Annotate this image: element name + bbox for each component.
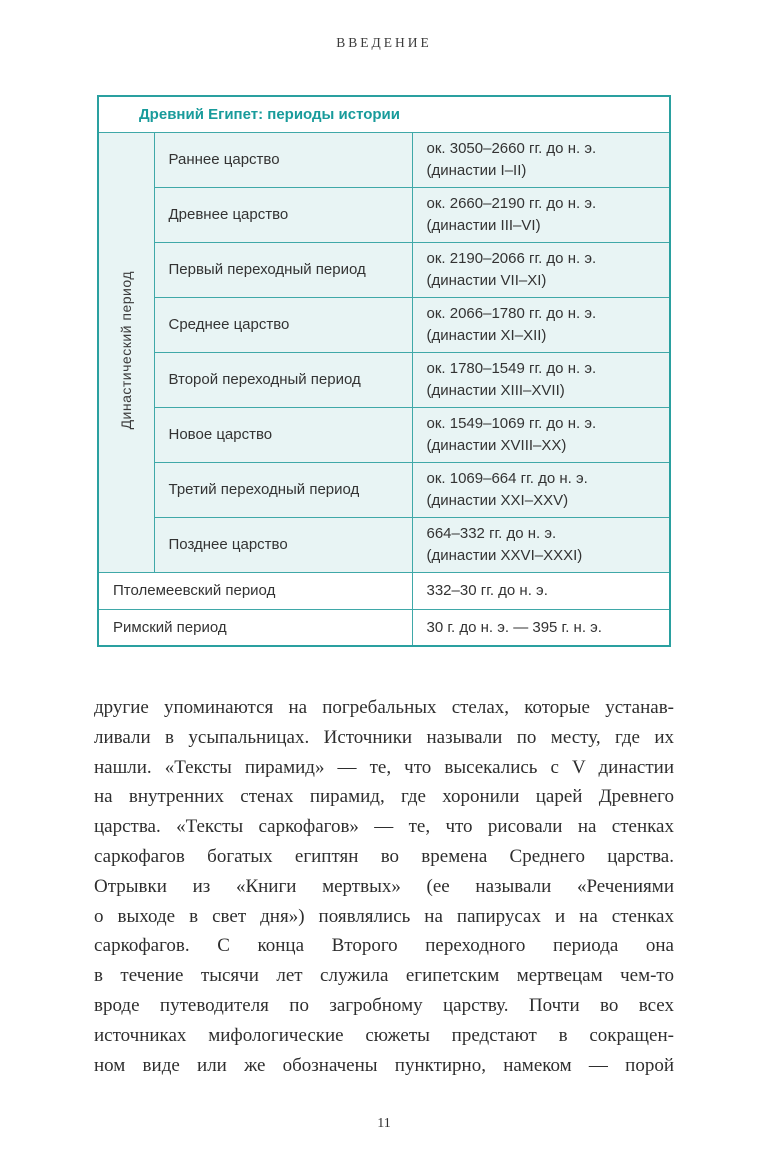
table-title-row	[98, 96, 670, 132]
text-line: саркофагов. С конца Второго переходного периода она	[94, 935, 674, 957]
running-head: ВВЕДЕНИЕ	[336, 35, 432, 50]
period-dates	[412, 462, 670, 517]
body-paragraph	[94, 693, 674, 1080]
text-line: ном виде или же обозначены пунктирно, намеком — порой	[94, 1054, 674, 1076]
dates-line: ок. 1780–1549 гг. до н. э.	[426, 359, 597, 377]
text-line: Отрывки из «Книги мертвых» (ее называли «Речениями	[94, 875, 674, 897]
period-dates	[412, 187, 670, 242]
dates-line: ок. 2066–1780 гг. до н. э.	[426, 304, 597, 322]
dates-line: ок. 1549–1069 гг. до н. э.	[426, 414, 597, 432]
period-dates	[412, 132, 670, 187]
table-row	[98, 517, 670, 572]
dates-line: ок. 2190–2066 гг. до н. э.	[426, 249, 597, 267]
row-group-label: Династический период	[118, 270, 135, 430]
table-row	[98, 187, 670, 242]
period-name: Древнее царство	[154, 187, 412, 242]
period-dates	[412, 297, 670, 352]
dynasties-line: (династии XXVI–XXXI)	[426, 546, 583, 564]
period-dates	[412, 352, 670, 407]
period-name: Раннее царство	[154, 132, 412, 187]
table-row	[98, 609, 670, 646]
period-name: Позднее царство	[154, 517, 412, 572]
period-dates	[412, 407, 670, 462]
text-line: о выходе в свет дня») появлялись на папирусах и на стенках	[94, 905, 674, 927]
dates-line: 664–332 гг. до н. э.	[426, 524, 557, 542]
period-name: Среднее царство	[154, 297, 412, 352]
text-line: другие упоминаются на погребальных стелах, которые устанав-	[94, 697, 674, 718]
text-line: источниках мифологические сюжеты предстают в сокращен-	[94, 1024, 674, 1046]
dynasties-line: (династии XVIII–XX)	[426, 436, 567, 454]
dynasties-line: (династии XI–XII)	[426, 326, 547, 344]
text-line: в течение тысячи лет служила египетским мертвецам чем-то	[94, 965, 674, 987]
text-line: нашли. «Тексты пирамид» — те, что высекались с V династии	[94, 756, 674, 778]
text-line: саркофагов богатых египтян во времена Среднего царства.	[94, 845, 674, 867]
table-row	[98, 297, 670, 352]
table-row	[98, 132, 670, 187]
row-group-cell	[98, 132, 154, 572]
period-name: Римский период	[98, 609, 412, 646]
dynasties-line: (династии I–II)	[426, 161, 527, 179]
period-name: Третий переходный период	[154, 462, 412, 517]
text-line: на внутренних стенах пирамид, где хоронили царей Древнего	[94, 786, 674, 808]
period-dates: 30 г. до н. э. — 395 г. н. э.	[412, 609, 670, 646]
period-name: Новое царство	[154, 407, 412, 462]
dates-line: ок. 1069–664 гг. до н. э.	[426, 469, 588, 487]
text-line: царства. «Тексты саркофагов» — те, что рисовали на стенках	[94, 816, 674, 838]
page-number: 11	[377, 1116, 391, 1132]
period-name: Птолемеевский период	[98, 572, 412, 609]
period-dates	[412, 517, 670, 572]
period-dates: 332–30 гг. до н. э.	[412, 572, 670, 609]
text-line: вроде путеводителя по загробному царству. Почти во всех	[94, 994, 674, 1016]
table-row	[98, 352, 670, 407]
dynasties-line: (династии XXI–XXV)	[426, 491, 569, 509]
table-row	[98, 462, 670, 517]
table-title: Древний Египет: периоды истории	[98, 96, 670, 132]
dynasties-line: (династии XIII–XVII)	[426, 381, 565, 399]
periods-table	[97, 95, 671, 647]
table-row	[98, 407, 670, 462]
period-name: Второй переходный период	[154, 352, 412, 407]
period-name: Первый переходный период	[154, 242, 412, 297]
table-row	[98, 572, 670, 609]
dates-line: ок. 3050–2660 гг. до н. э.	[426, 139, 597, 157]
text-line: ливали в усыпальницах. Источники называли по месту, где их	[94, 726, 674, 748]
table-row	[98, 242, 670, 297]
dynasties-line: (династии VII–XI)	[426, 271, 547, 289]
dates-line: ок. 2660–2190 гг. до н. э.	[426, 194, 597, 212]
period-dates	[412, 242, 670, 297]
dynasties-line: (династии III–VI)	[426, 216, 541, 234]
